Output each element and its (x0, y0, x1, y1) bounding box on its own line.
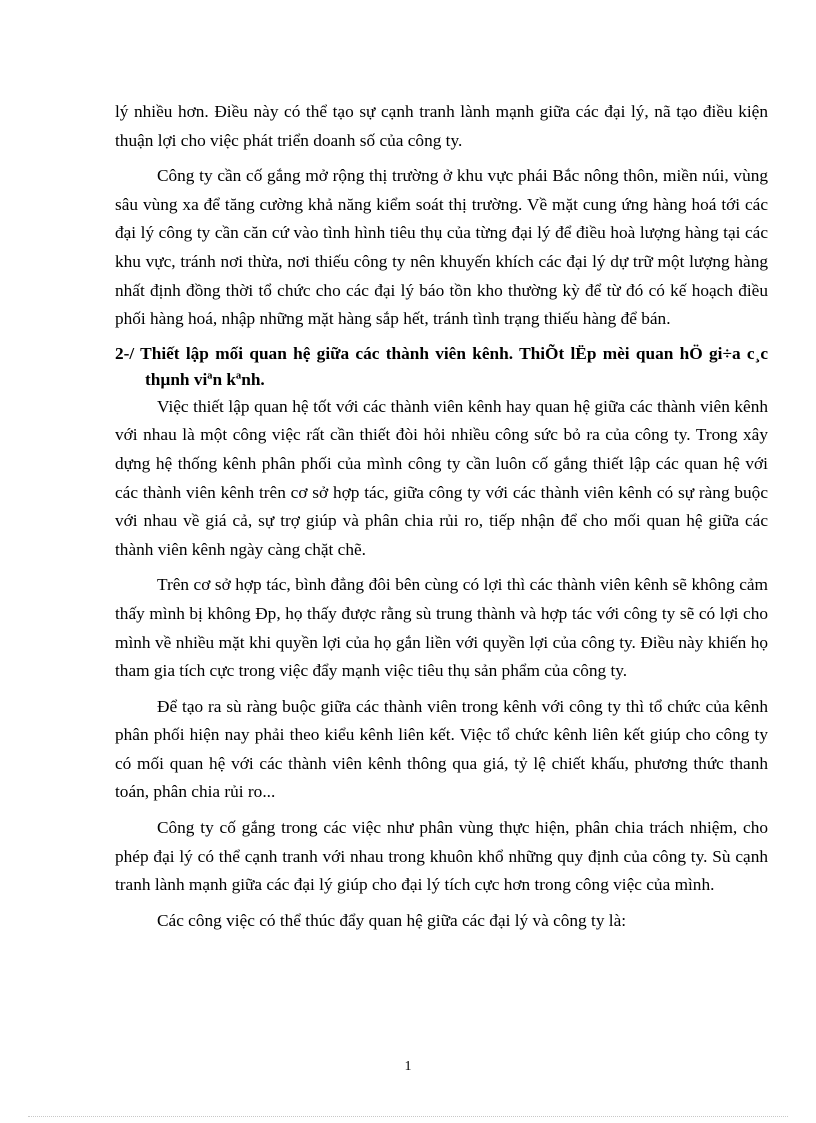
paragraph-list-intro: Các công việc có thể thúc đẩy quan hệ giữa các đại lý và công ty là: (157, 910, 627, 930)
paragraph-market-expansion: Công ty cần cố gắng mở rộng thị trường ở khu vực phái Bắc nông thôn, miền núi, vùng sâu vùng xa để tăng cường khả năng kiểm soát thị trường. Về mặt cung ứng hàng hoá tới các đại lý công ty cần căn cứ vào tình hình tiêu thụ của từng đại lý để điều hoà lượng hàng tại các khu vực, tránh nơi thừa, nơi thiếu công ty nên khuyến khích các đại lý dự trữ một lượng hàng nhất định đồng thời tổ chức cho các đại lý báo tồn kho thường kỳ để từ đó có kế hoạch điều phối hàng hoá, nhập những mặt hàng sắp hết, tránh tình trạng thiếu hàng để bán. (115, 166, 768, 329)
paragraph-linked-channel: Để tạo ra sù ràng buộc giữa các thành viên trong kênh với công ty thì tổ chức của kênh phân phối hiện nay phải theo kiểu kênh liên kết. Việc tổ chức kênh liên kết giúp cho công ty có mối quan hệ với các thành viên kênh thông qua giá, tỷ lệ chiết khấu, phương thức thanh toán, phân chia rủi ro... (115, 696, 768, 802)
paragraph-cooperation: Trên cơ sở hợp tác, bình đẳng đôi bên cùng có lợi thì các thành viên kênh sẽ không cảm thấy mình bị không Ðp, họ thấy được rằng sù trung thành và hợp tác với công ty sẽ có lợi cho mình về nhiều mặt khi quyền lợi của họ gắn liền với quyền lợi của công ty. Điều này khiến họ tham gia tích cực trong việc đẩy mạnh việc tiêu thụ sản phẩm của công ty. (115, 575, 768, 681)
paragraph-continued: lý nhiều hơn. Điều này có thể tạo sự cạnh tranh lành mạnh giữa các đại lý, nã tạo điều kiện thuận lợi cho việc phát triển doanh số của công ty. (115, 102, 768, 150)
paragraph-relationship: Việc thiết lập quan hệ tốt với các thành viên kênh hay quan hệ giữa các thành viên kênh với nhau là một công việc rất cần thiết đòi hỏi nhiều công sức bỏ ra của công ty. Trong xây dựng hệ thống kênh phân phối của mình công ty cần luôn cố gắng thiết lập các quan hệ với các thành viên kênh trên cơ sở hợp tác, giữa công ty với các thành viên kênh có sự ràng buộc với nhau về giá cả, sự trợ giúp và phân chia rủi ro, tiếp nhận để cho mối quan hệ giữa các thành viên kênh ngày càng chặt chẽ. (115, 396, 768, 559)
section-heading: 2-/ Thiết lập mối quan hệ giữa các thành viên kênh. ThiÕt lËp mèi quan hÖ gi÷a c¸c thµnh viªn kªnh. (115, 343, 768, 389)
page-number: 1 (404, 1059, 412, 1074)
body-text (115, 98, 768, 935)
paragraph-competition: Công ty cố gắng trong các việc như phân vùng thực hiện, phân chia trách nhiệm, cho phép đại lý có thể cạnh tranh với nhau trong khuôn khổ những quy định của công ty. Sù cạnh tranh lành mạnh giữa các đại lý giúp cho đại lý tích cực hơn trong công việc của mình. (115, 818, 768, 895)
page-bottom-rule (28, 1116, 788, 1117)
